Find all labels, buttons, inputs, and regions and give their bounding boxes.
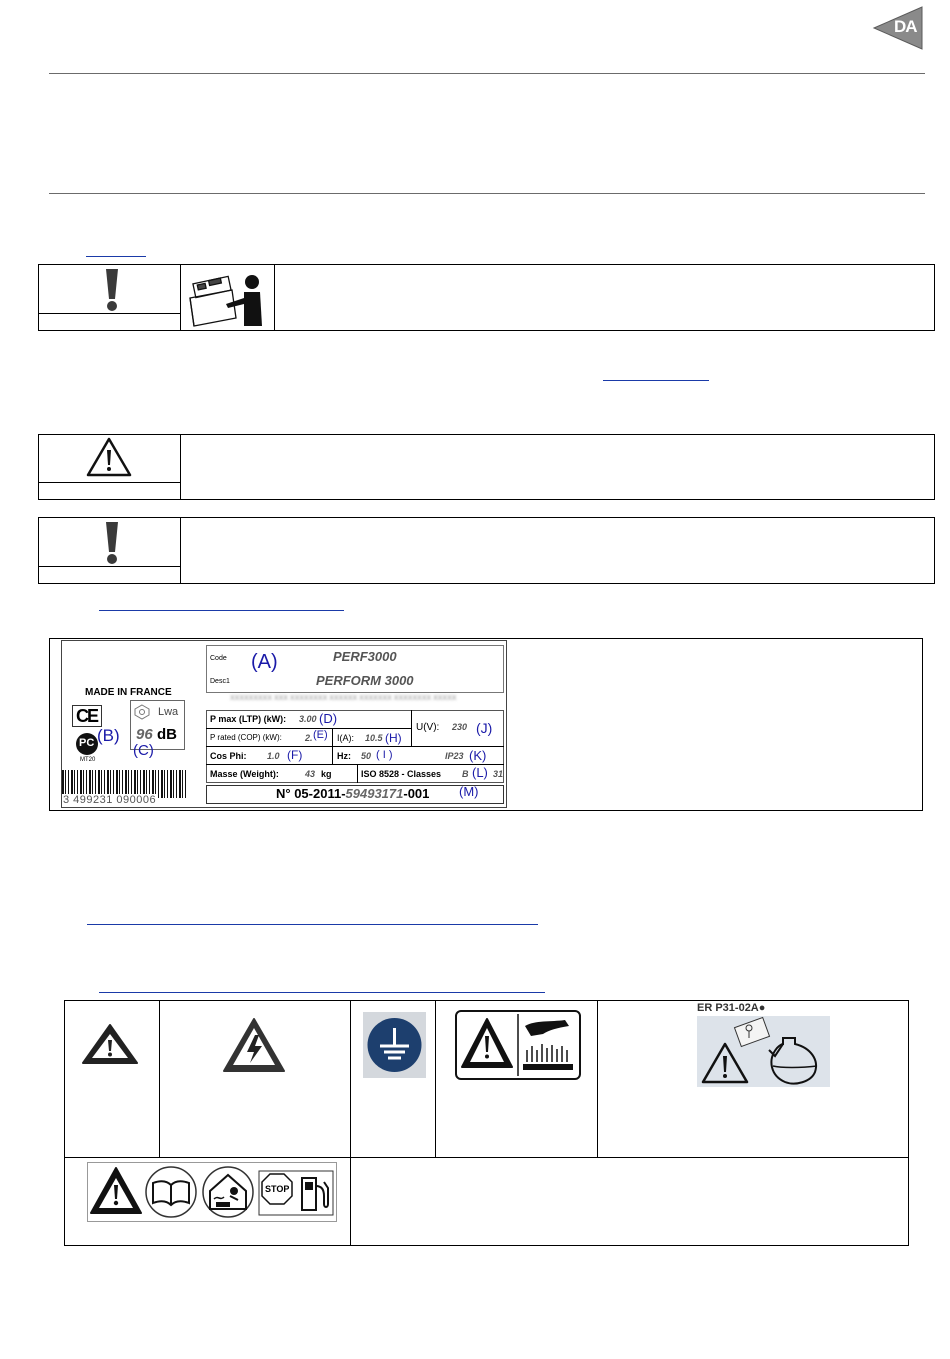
symbols-row-line bbox=[64, 1157, 909, 1158]
electric-hazard-icon bbox=[222, 1017, 286, 1073]
notice-box-important bbox=[38, 264, 935, 331]
notice-divider bbox=[180, 517, 181, 584]
marker-b: (B) bbox=[97, 726, 120, 745]
mass-label: Masse (Weight): bbox=[210, 769, 279, 779]
marker-m: (M) bbox=[459, 784, 479, 799]
notice-box-important-2 bbox=[38, 517, 935, 584]
current-label: I(A): bbox=[337, 733, 354, 743]
hot-surface-warning-icon bbox=[455, 1010, 581, 1080]
cosphi-label: Cos Phi: bbox=[210, 751, 247, 761]
exclamation-icon bbox=[103, 268, 121, 312]
notice-divider bbox=[180, 264, 181, 331]
iso-value: B bbox=[462, 769, 469, 779]
desc-value: PERFORM 3000 bbox=[316, 673, 414, 688]
marker-l: (L) bbox=[472, 765, 488, 780]
spec-col-line bbox=[357, 764, 358, 783]
notice-divider bbox=[38, 566, 180, 567]
warning-triangle-icon bbox=[86, 436, 132, 478]
read-manual-icon bbox=[143, 1165, 199, 1219]
barcode-digits: 3 499231 090006 bbox=[63, 794, 157, 806]
pct-code: MT20 bbox=[80, 757, 96, 763]
spec-row-line bbox=[206, 746, 504, 747]
symbols-col-line bbox=[435, 1000, 436, 1157]
marker-h: (H) bbox=[385, 731, 402, 745]
spec-col-line bbox=[411, 710, 412, 746]
header-rule-bottom bbox=[49, 193, 925, 194]
lwa-value: 96 bbox=[136, 726, 153, 743]
prated-value: 2. bbox=[305, 733, 313, 743]
mass-unit: kg bbox=[321, 769, 332, 779]
code-value: PERF3000 bbox=[333, 649, 397, 664]
ip-value: IP23 bbox=[445, 751, 464, 761]
pct-mark-icon bbox=[76, 733, 98, 755]
current-value: 10.5 bbox=[365, 733, 383, 743]
serial-middle: 59493171 bbox=[345, 786, 404, 801]
ce-mark-icon bbox=[72, 705, 102, 727]
link-underline-3[interactable] bbox=[99, 610, 344, 611]
marker-a: (A) bbox=[251, 651, 278, 673]
link-underline-4[interactable] bbox=[87, 924, 538, 925]
pct-mark-text: PC bbox=[79, 737, 95, 749]
er-code-label: ER P31-02A● bbox=[697, 1002, 766, 1014]
mass-value: 43 bbox=[305, 769, 316, 779]
spec-row-line bbox=[206, 764, 504, 765]
serial-suffix: -001 bbox=[403, 786, 430, 801]
pmax-label: P max (LTP) (kW): bbox=[210, 714, 287, 724]
pmax-value: 3.00 bbox=[299, 714, 317, 724]
hz-value: 50 bbox=[361, 751, 372, 761]
marker-k: (K) bbox=[469, 748, 487, 763]
made-in-label: MADE IN FRANCE bbox=[85, 687, 172, 698]
marker-j: (J) bbox=[476, 720, 493, 736]
iso-tail: 31 bbox=[493, 769, 504, 779]
hz-label: Hz: bbox=[337, 751, 351, 761]
language-badge bbox=[872, 5, 924, 51]
serial-number bbox=[276, 786, 429, 801]
notice-divider bbox=[38, 313, 180, 314]
marker-c: (C) bbox=[133, 742, 154, 759]
link-underline-2[interactable] bbox=[603, 380, 709, 381]
voltage-label: U(V): bbox=[416, 722, 440, 733]
marker-e: (E) bbox=[313, 729, 328, 741]
exclamation-icon bbox=[103, 521, 121, 565]
cosphi-value: 1.0 bbox=[267, 751, 280, 761]
link-underline-5[interactable] bbox=[99, 992, 545, 993]
voltage-value: 230 bbox=[452, 722, 468, 732]
spec-col-line bbox=[332, 728, 333, 764]
desc-label: Desc1 bbox=[210, 678, 230, 685]
spec-row-line bbox=[206, 728, 411, 729]
serial-prefix: N° 05-2011- bbox=[276, 786, 346, 801]
notice-divider bbox=[180, 434, 181, 500]
symbols-col-line bbox=[350, 1000, 351, 1246]
prated-label: P rated (COP) (kW): bbox=[210, 733, 282, 742]
marker-i: ( I ) bbox=[376, 749, 393, 761]
toxic-fumes-indoor-icon bbox=[200, 1165, 256, 1219]
header-rule-top bbox=[49, 73, 925, 74]
notice-divider bbox=[38, 482, 180, 483]
danger-triangle-icon bbox=[89, 1165, 143, 1217]
notice-divider bbox=[274, 264, 275, 331]
oil-level-warning-icon bbox=[697, 1016, 830, 1087]
sound-power-icon bbox=[134, 704, 150, 720]
lwa-label: Lwa bbox=[158, 706, 179, 718]
earth-ground-icon bbox=[363, 1012, 426, 1078]
stop-label: STOP bbox=[265, 1184, 290, 1194]
marker-d: (D) bbox=[319, 711, 338, 726]
notice-box-warning bbox=[38, 434, 935, 500]
stop-refuel-icon bbox=[258, 1170, 334, 1216]
lwa-unit: dB bbox=[157, 726, 177, 743]
symbols-col-line bbox=[159, 1000, 160, 1157]
iso-label: ISO 8528 - Classes bbox=[361, 769, 442, 779]
danger-triangle-icon bbox=[81, 1023, 139, 1065]
language-code: DA bbox=[894, 17, 917, 36]
code-label: Code bbox=[210, 655, 227, 662]
link-underline-1[interactable] bbox=[86, 256, 146, 257]
blurred-description: XXXXXXXXX XXX XXXXXXXX XXXXXX XXXXXXX XXXXXXXX XXXXX bbox=[230, 695, 457, 702]
ce-mark-text: CE bbox=[76, 706, 98, 726]
marker-f: (F) bbox=[287, 748, 303, 762]
operator-reading-plate-icon bbox=[186, 268, 268, 328]
symbols-col-line bbox=[597, 1000, 598, 1157]
